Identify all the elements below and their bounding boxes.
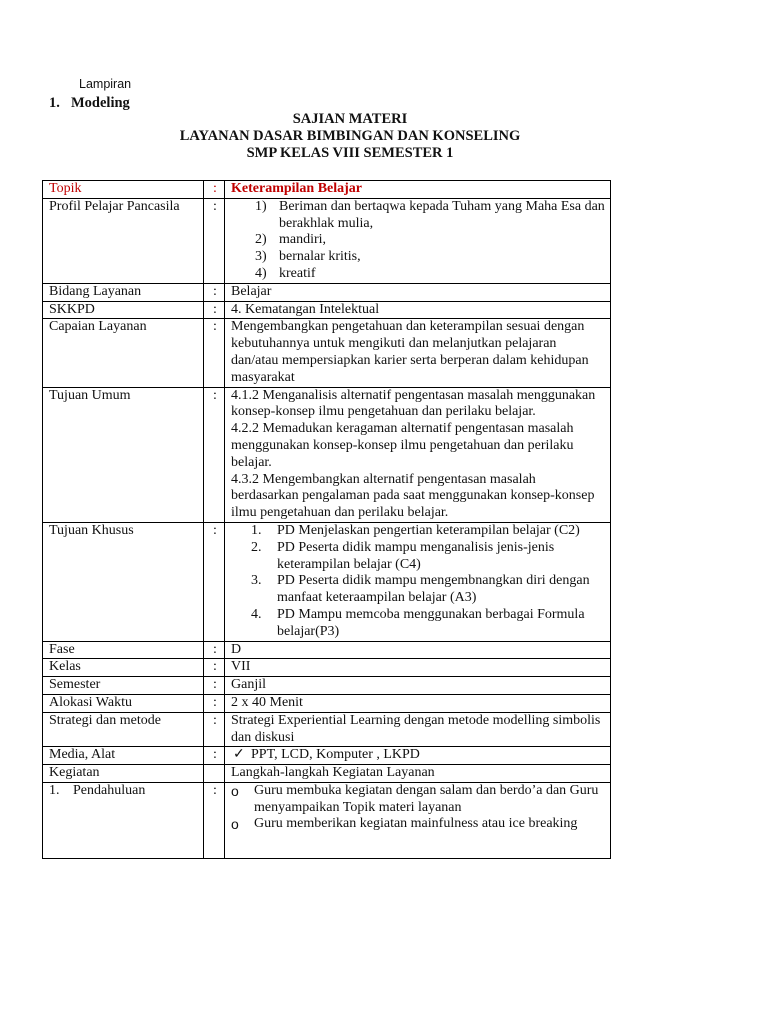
list-text: PD Menjelaskan pengertian keterampilan belajar (C2) xyxy=(277,522,580,538)
media-label: Media, Alat xyxy=(43,747,204,765)
colon: : xyxy=(204,198,225,283)
row-tujuan-khusus xyxy=(43,522,611,641)
row-topik xyxy=(43,181,611,199)
list-number: 1) xyxy=(255,198,267,214)
bullet-icon: o xyxy=(231,782,239,799)
topik-value: Keterampilan Belajar xyxy=(225,181,611,199)
list-number: 3) xyxy=(255,249,267,265)
colon: : xyxy=(204,712,225,747)
list-item xyxy=(231,783,606,817)
row-skkpd xyxy=(43,301,611,319)
list-number: 2) xyxy=(255,232,267,248)
row-semester xyxy=(43,677,611,695)
pendahuluan-text: Pendahuluan xyxy=(73,782,146,798)
kelas-value: VII xyxy=(225,659,611,677)
row-alokasi xyxy=(43,694,611,712)
colon: : xyxy=(204,782,225,858)
row-pendahuluan xyxy=(43,782,611,858)
list-item xyxy=(255,249,606,266)
list-item xyxy=(251,607,606,641)
list-text: Guru membuka kegiatan dengan salam dan berdo’a dan Guru menyampaikan Topik materi layanan xyxy=(254,782,599,815)
list-text: Guru memberikan kegiatan mainfulness atau ice breaking xyxy=(254,816,578,832)
pendahuluan-number: 1. xyxy=(49,782,60,798)
section-heading xyxy=(49,95,130,112)
bidang-value: Belajar xyxy=(225,283,611,301)
colon: : xyxy=(204,694,225,712)
row-fase xyxy=(43,641,611,659)
list-item xyxy=(251,523,606,540)
list-number: 2. xyxy=(251,539,262,555)
colon: : xyxy=(204,677,225,695)
profil-list xyxy=(231,199,606,283)
colon: : xyxy=(204,283,225,301)
colon: : xyxy=(204,522,225,641)
row-kegiatan xyxy=(43,765,611,783)
skkpd-label: SKKPD xyxy=(43,301,204,319)
alokasi-label: Alokasi Waktu xyxy=(43,694,204,712)
checkmark-icon: ✓ xyxy=(233,747,245,763)
colon: : xyxy=(204,747,225,765)
profil-value xyxy=(225,198,611,283)
tujuan-umum-label: Tujuan Umum xyxy=(43,387,204,522)
strategi-label: Strategi dan metode xyxy=(43,712,204,747)
semester-value: Ganjil xyxy=(225,677,611,695)
alokasi-value: 2 x 40 Menit xyxy=(225,694,611,712)
title-kelas-semester: SMP KELAS VIII SEMESTER 1 xyxy=(246,145,454,161)
list-item xyxy=(231,816,606,833)
profil-label: Profil Pelajar Pancasila xyxy=(43,198,204,283)
bidang-label: Bidang Layanan xyxy=(43,283,204,301)
list-item xyxy=(251,573,606,607)
topik-label: Topik xyxy=(43,181,204,199)
capaian-label: Capaian Layanan xyxy=(43,319,204,387)
pendahuluan-value xyxy=(225,782,611,858)
list-text: mandiri, xyxy=(279,232,327,248)
kegiatan-label: Kegiatan xyxy=(43,765,204,783)
tujuan-khusus-label: Tujuan Khusus xyxy=(43,522,204,641)
title-layanan: LAYANAN DASAR BIMBINGAN DAN KONSELING xyxy=(179,128,521,144)
document-titles xyxy=(44,111,656,162)
colon: : xyxy=(204,659,225,677)
list-text: kreatif xyxy=(279,265,316,281)
tujuan-umum-item: 4.2.2 Memadukan keragaman alternatif pengentasan masalah menggunakan konsep-konsep ilmu pengetahuan dan perilaku belajar. xyxy=(231,421,574,470)
row-media xyxy=(43,747,611,765)
fase-label: Fase xyxy=(43,641,204,659)
colon: : xyxy=(204,387,225,522)
lampiran-label: Lampiran xyxy=(79,77,132,91)
tujuan-umum-item: 4.3.2 Mengembangkan alternatif pengentasan masalah berdasarkan pengalaman pada saat menggunakan konsep-konsep ilmu pengetahuan dan perilaku belajar. xyxy=(231,471,595,521)
list-number: 1. xyxy=(251,522,262,538)
colon: : xyxy=(204,641,225,659)
list-text: PD Mampu memcoba menggunakan berbagai Formula belajar(P3) xyxy=(277,606,585,639)
strategi-value: Strategi Experiential Learning dengan metode modelling simbolis dan diskusi xyxy=(225,712,611,747)
capaian-value: Mengembangkan pengetahuan dan keterampilan sesuai dengan kebutuhannya untuk mengikuti dan melanjutkan pelajaran dan/atau mempersiapkan karier serta berperan dalam kehidupan masyarakat xyxy=(225,319,611,387)
row-capaian xyxy=(43,319,611,387)
row-bidang xyxy=(43,283,611,301)
row-profil xyxy=(43,198,611,283)
semester-label: Semester xyxy=(43,677,204,695)
kegiatan-value: Langkah-langkah Kegiatan Layanan xyxy=(225,765,611,783)
media-text: PPT, LCD, Komputer , LKPD xyxy=(251,747,420,763)
tujuan-umum-item: 4.1.2 Menganalisis alternatif pengentasan masalah menggunakan konsep-konsep ilmu pengetahuan dan perilaku belajar. xyxy=(231,387,596,420)
row-strategi xyxy=(43,712,611,747)
list-text: bernalar kritis, xyxy=(279,249,361,265)
tujuan-umum-value xyxy=(225,387,611,522)
tujuan-khusus-list xyxy=(231,523,606,641)
section-number: 1. xyxy=(49,95,60,111)
colon: : xyxy=(204,301,225,319)
list-number: 4. xyxy=(251,606,262,622)
list-text: PD Peserta didik mampu mengembnangkan diri dengan manfaat keteraampilan belajar (A3) xyxy=(277,573,590,606)
media-value xyxy=(225,747,611,765)
list-item xyxy=(255,266,606,283)
list-number: 4) xyxy=(255,265,267,281)
empty-cell xyxy=(204,765,225,783)
lesson-plan-table xyxy=(42,180,611,859)
colon: : xyxy=(204,319,225,387)
tujuan-khusus-value xyxy=(225,522,611,641)
skkpd-value: 4. Kematangan Intelektual xyxy=(225,301,611,319)
pendahuluan-label xyxy=(43,782,204,858)
bullet-icon: o xyxy=(231,816,239,833)
list-text: PD Peserta didik mampu menganalisis jenis-jenis keterampilan belajar (C4) xyxy=(277,539,555,572)
kelas-label: Kelas xyxy=(43,659,204,677)
list-text: Beriman dan bertaqwa kepada Tuham yang Maha Esa dan berakhlak mulia, xyxy=(279,198,605,231)
list-item xyxy=(251,540,606,574)
pendahuluan-list xyxy=(231,783,606,833)
fase-value: D xyxy=(225,641,611,659)
title-sajian-materi: SAJIAN MATERI xyxy=(292,111,408,127)
row-kelas xyxy=(43,659,611,677)
list-item xyxy=(255,199,606,233)
row-tujuan-umum xyxy=(43,387,611,522)
list-number: 3. xyxy=(251,573,262,589)
list-item xyxy=(255,232,606,249)
section-title: Modeling xyxy=(71,95,130,111)
colon: : xyxy=(204,181,225,199)
